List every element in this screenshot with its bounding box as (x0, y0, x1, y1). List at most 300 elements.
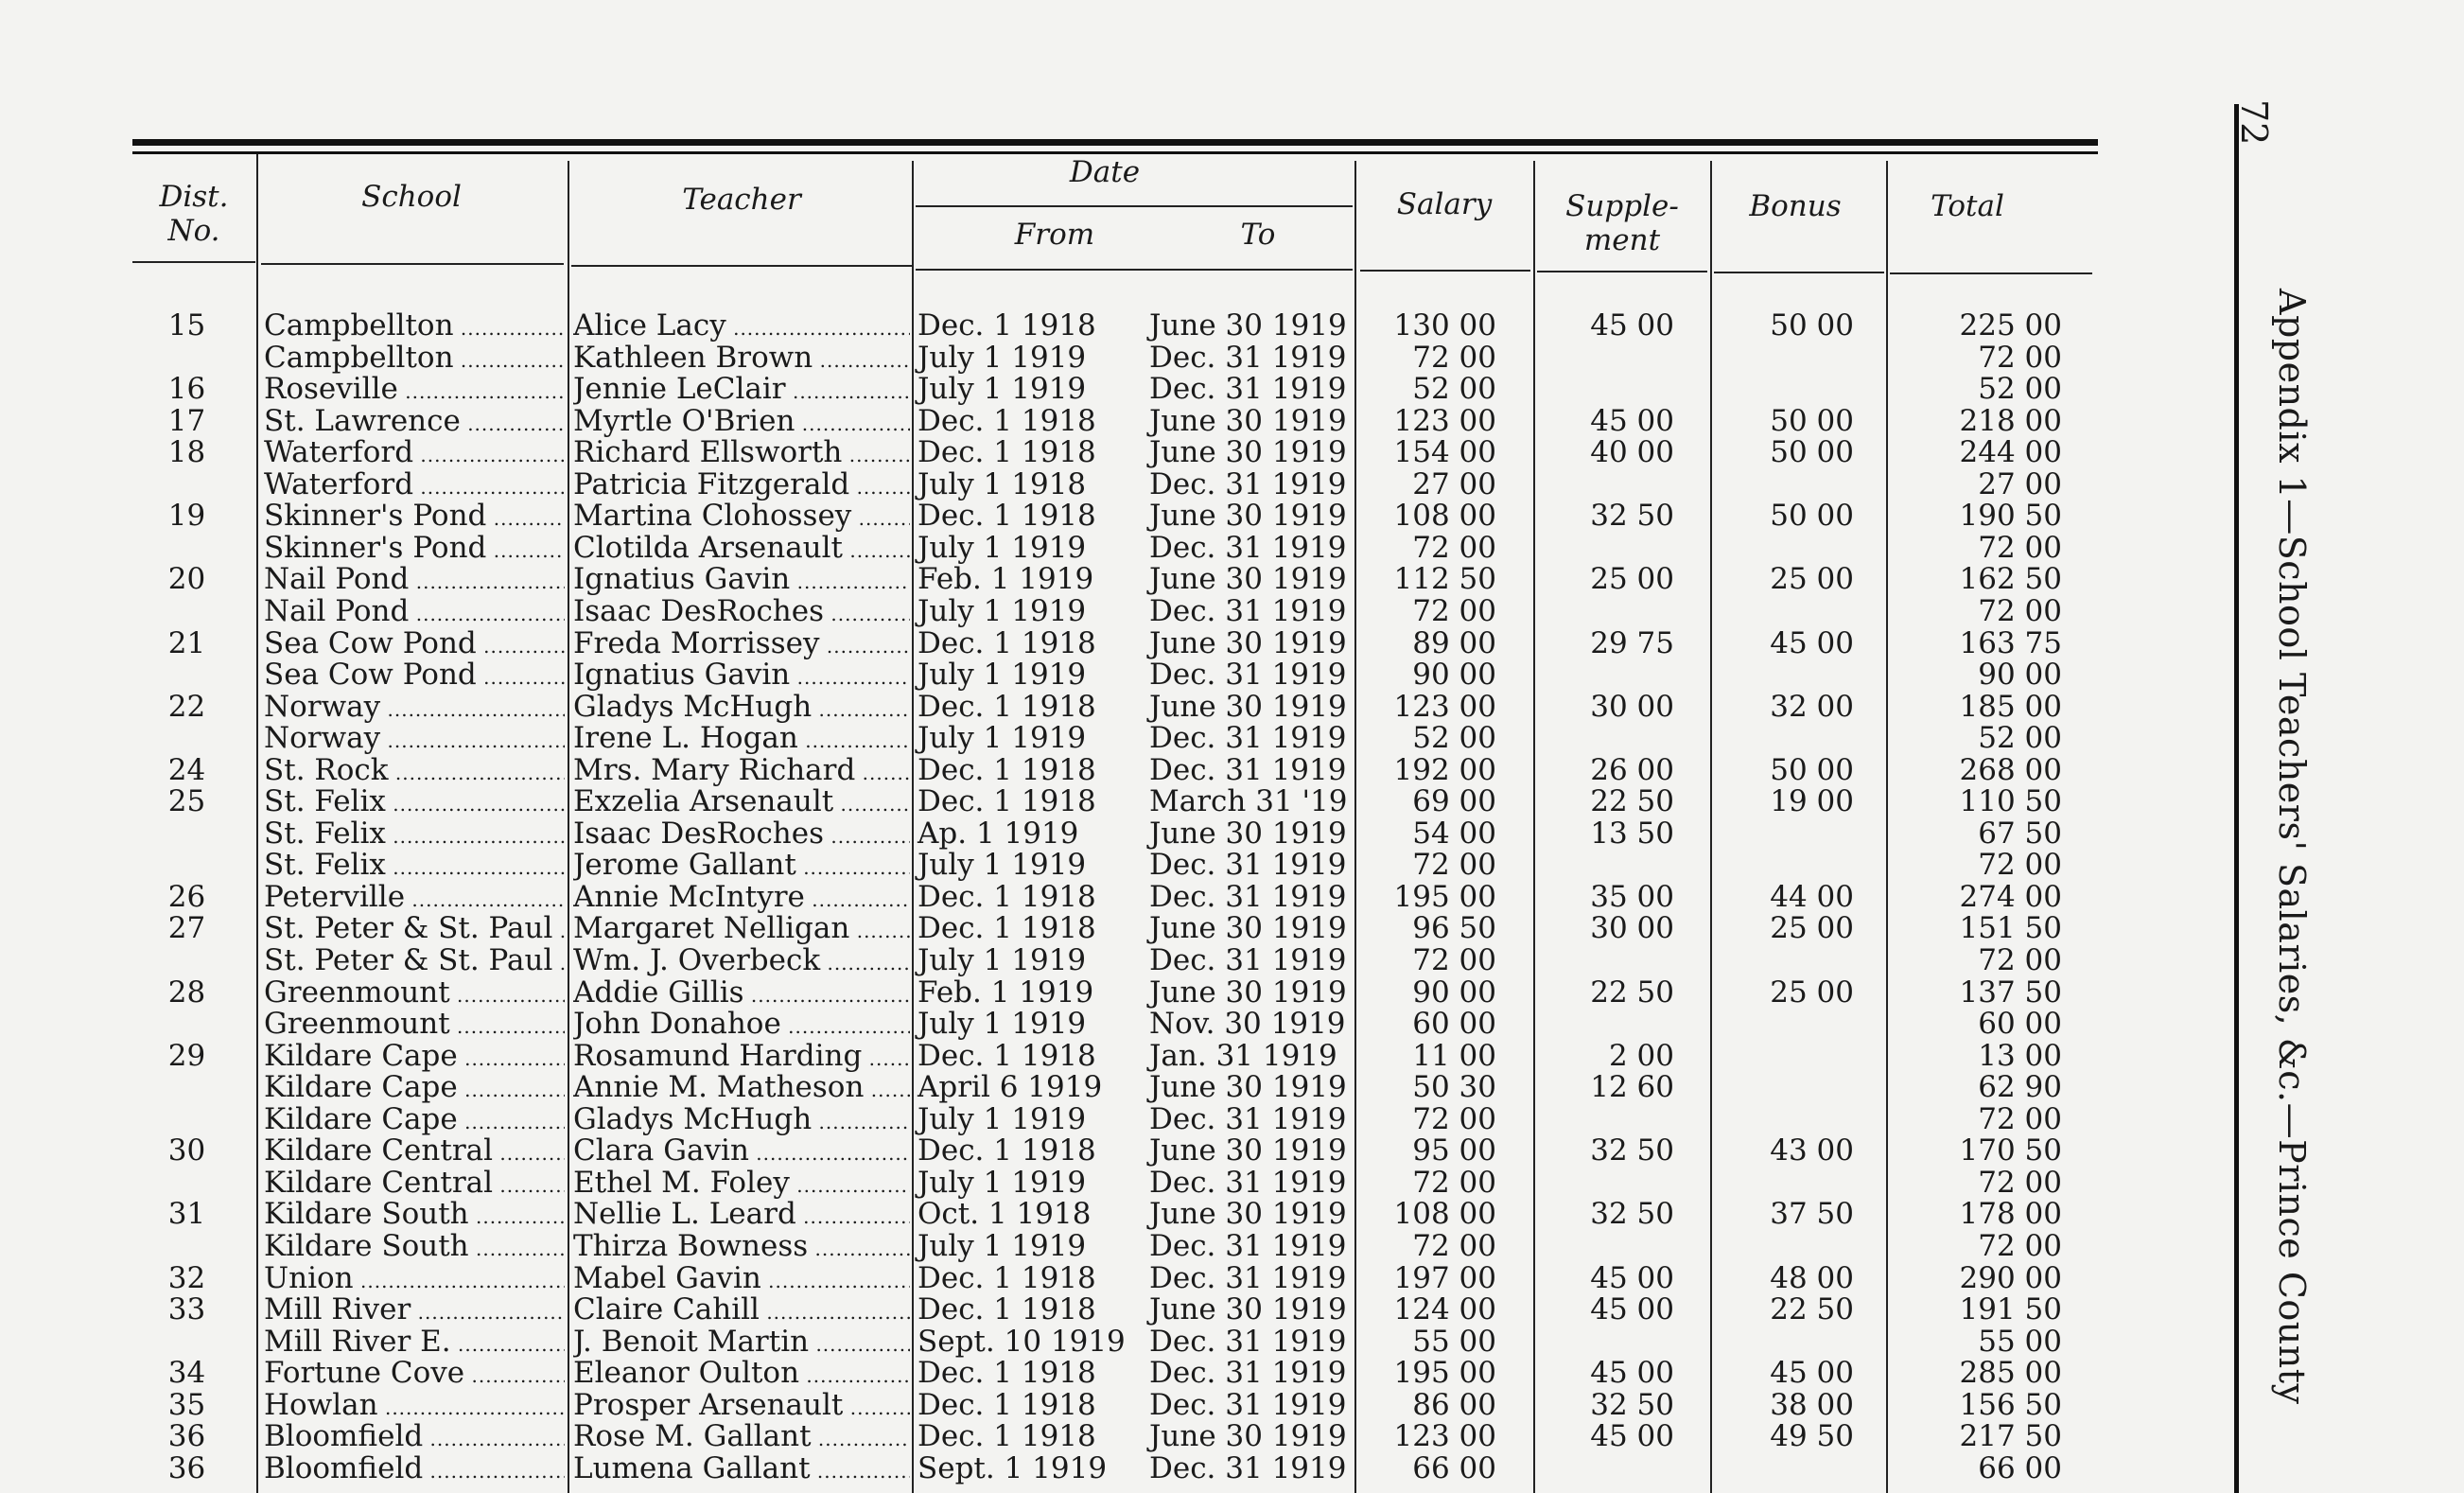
teacher-cell (573, 309, 910, 344)
bonus-cell: 43 00 (1770, 1133, 1854, 1168)
salary-cell: 54 00 (1412, 816, 1496, 851)
teacher-value: Isaac DesRoches ..... (573, 595, 910, 628)
header-from: From (1014, 218, 1095, 252)
dist-cell: 30 (167, 1133, 206, 1168)
from-cell: July 1 1919 (917, 1228, 1087, 1263)
school-value: Kildare Cape ..... (264, 1071, 565, 1104)
to-cell: March 31 '19 (1149, 784, 1348, 819)
from-cell: Feb. 1 1919 (917, 562, 1094, 597)
salary-cell: 112 50 (1393, 562, 1496, 597)
school-cell (264, 1452, 565, 1487)
total-cell: 170 50 (1959, 1133, 2062, 1168)
total-cell: 72 00 (1978, 1165, 2062, 1200)
school-cell (264, 595, 565, 630)
from-cell: July 1 1918 (917, 466, 1087, 501)
header-bottom-rule-5 (1360, 270, 1530, 272)
supp-cell: 2 00 (1608, 1038, 1674, 1073)
school-cell (264, 563, 565, 598)
school-value: Skinner's Pond ..... (264, 532, 565, 565)
dist-cell: 33 (167, 1292, 206, 1327)
total-cell: 90 00 (1978, 658, 2062, 693)
salary-cell: 195 00 (1393, 879, 1496, 914)
to-cell: Dec. 31 1919 (1149, 466, 1347, 501)
supp-cell: 45 00 (1590, 1260, 1674, 1295)
salary-cell: 72 00 (1412, 943, 1496, 977)
school-value: Howlan ..... (264, 1389, 565, 1422)
teacher-cell (573, 1071, 910, 1106)
supp-cell: 32 50 (1590, 1387, 1674, 1422)
teacher-cell (573, 785, 910, 820)
bonus-cell: 32 00 (1770, 689, 1854, 724)
school-cell (264, 1008, 565, 1043)
top-rule-thin (132, 151, 2098, 154)
teacher-cell (573, 1134, 910, 1169)
school-value: Roseville ..... (264, 373, 565, 406)
table-row (0, 881, 2109, 913)
salary-cell: 52 00 (1412, 372, 1496, 407)
teacher-value: Gladys McHugh ..... (573, 691, 910, 724)
salary-cell: 154 00 (1393, 435, 1496, 470)
total-cell: 290 00 (1959, 1260, 2062, 1295)
table-row (0, 436, 2109, 468)
teacher-cell (573, 436, 910, 471)
from-cell: Dec. 1 1918 (917, 403, 1096, 438)
salary-cell: 72 00 (1412, 1165, 1496, 1200)
supp-cell: 45 00 (1590, 1419, 1674, 1454)
supp-cell: 45 00 (1590, 1356, 1674, 1391)
to-cell: June 30 1919 (1149, 1419, 1347, 1454)
side-rule (2234, 104, 2239, 1493)
header-bottom-rule-2 (261, 263, 564, 265)
teacher-value: Irene L. Hogan ..... (573, 722, 910, 755)
header-bonus: Bonus (1749, 189, 1842, 223)
teacher-value: Clotilda Arsenault ..... (573, 532, 910, 565)
dist-cell: 16 (167, 372, 206, 407)
total-cell: 27 00 (1978, 466, 2062, 501)
teacher-cell (573, 912, 910, 947)
teacher-value: Addie Gillis ..... (573, 976, 910, 1010)
header-teacher: Teacher (682, 183, 801, 217)
school-cell (264, 1103, 565, 1138)
salary-cell: 11 00 (1412, 1038, 1496, 1073)
salary-cell: 95 00 (1412, 1133, 1496, 1168)
teacher-cell (573, 1008, 910, 1043)
bonus-cell: 50 00 (1770, 499, 1854, 534)
school-cell (264, 722, 565, 757)
school-cell (264, 1198, 565, 1233)
school-value: Nail Pond ..... (264, 563, 565, 596)
school-cell (264, 944, 565, 979)
school-value: St. Felix ..... (264, 785, 565, 818)
teacher-value: Isaac DesRoches ..... (573, 817, 910, 851)
salary-cell: 52 00 (1412, 721, 1496, 756)
from-cell: Dec. 1 1918 (917, 1356, 1096, 1391)
to-cell: June 30 1919 (1149, 499, 1347, 534)
header-bottom-rule-3 (571, 265, 912, 267)
teacher-value: Freda Morrissey ..... (573, 627, 910, 660)
header-salary: Salary (1396, 187, 1493, 221)
total-cell: 156 50 (1959, 1387, 2062, 1422)
dist-cell: 22 (167, 689, 206, 724)
total-cell: 72 00 (1978, 530, 2062, 565)
bonus-cell: 48 00 (1770, 1260, 1854, 1295)
supp-cell: 45 00 (1590, 1292, 1674, 1327)
header-date: Date (1069, 155, 1141, 189)
supp-cell: 32 50 (1590, 1197, 1674, 1232)
total-cell: 285 00 (1959, 1356, 2062, 1391)
to-cell: Dec. 31 1919 (1149, 721, 1347, 756)
total-cell: 13 00 (1978, 1038, 2062, 1073)
teacher-value: Wm. J. Overbeck ..... (573, 944, 910, 977)
supp-cell: 12 60 (1590, 1070, 1674, 1105)
to-cell: June 30 1919 (1149, 911, 1347, 946)
school-value: Sea Cow Pond ..... (264, 627, 565, 660)
header-supplement (1537, 189, 1707, 257)
teacher-value: Mabel Gavin ..... (573, 1262, 910, 1295)
header-school: School (361, 180, 462, 214)
salary-cell: 72 00 (1412, 593, 1496, 628)
from-cell: Sept. 1 1919 (917, 1450, 1108, 1485)
school-value: Kildare Central ..... (264, 1134, 565, 1168)
school-cell (264, 817, 565, 852)
total-cell: 110 50 (1959, 784, 2062, 819)
teacher-cell (573, 1326, 910, 1361)
school-cell (264, 309, 565, 344)
school-cell (264, 691, 565, 726)
school-value: St. Peter & St. Paul ..... (264, 944, 565, 977)
from-cell: Dec. 1 1918 (917, 1260, 1096, 1295)
teacher-cell (573, 1230, 910, 1265)
header-supp-line1: Supple- (1565, 189, 1679, 223)
bonus-cell: 50 00 (1770, 308, 1854, 343)
total-cell: 72 00 (1978, 1228, 2062, 1263)
salary-cell: 90 00 (1412, 658, 1496, 693)
total-cell: 60 00 (1978, 1007, 2062, 1042)
teacher-value: Gladys McHugh ..... (573, 1103, 910, 1136)
school-value: Greenmount ..... (264, 1008, 565, 1041)
salary-cell: 60 00 (1412, 1007, 1496, 1042)
school-value: Fortune Cove ..... (264, 1357, 565, 1390)
header-dist-line2: No. (167, 214, 220, 248)
table-row (0, 1357, 2109, 1389)
teacher-cell (573, 691, 910, 726)
total-cell: 217 50 (1959, 1419, 2062, 1454)
from-cell: July 1 1919 (917, 721, 1087, 756)
salary-cell: 69 00 (1412, 784, 1496, 819)
table-row (0, 1198, 2109, 1230)
school-cell (264, 436, 565, 471)
to-cell: Dec. 31 1919 (1149, 658, 1347, 693)
to-cell: Dec. 31 1919 (1149, 1260, 1347, 1295)
teacher-cell (573, 659, 910, 694)
teacher-value: Alice Lacy ..... (573, 309, 910, 343)
school-value: Greenmount ..... (264, 976, 565, 1010)
from-cell: July 1 1919 (917, 943, 1087, 977)
total-cell: 274 00 (1959, 879, 2062, 914)
table-row (0, 532, 2109, 564)
school-cell (264, 627, 565, 662)
teacher-value: Lumena Gallant ..... (573, 1452, 910, 1485)
total-cell: 55 00 (1978, 1324, 2062, 1359)
teacher-cell (573, 1040, 910, 1075)
to-cell: Dec. 31 1919 (1149, 1324, 1347, 1359)
school-value: Kildare South ..... (264, 1198, 565, 1231)
table-row (0, 1040, 2109, 1072)
teacher-value: Annie McIntyre ..... (573, 881, 910, 914)
bonus-cell: 25 00 (1770, 975, 1854, 1010)
total-cell: 162 50 (1959, 562, 2062, 597)
bonus-cell: 25 00 (1770, 562, 1854, 597)
teacher-value: Thirza Bowness ..... (573, 1230, 910, 1263)
teacher-cell (573, 373, 910, 408)
dist-cell: 35 (167, 1387, 206, 1422)
to-cell: Nov. 30 1919 (1149, 1007, 1346, 1042)
date-subheader-rule (916, 205, 1353, 207)
from-cell: Dec. 1 1918 (917, 752, 1096, 787)
salary-cell: 66 00 (1412, 1450, 1496, 1485)
school-value: Mill River ..... (264, 1293, 565, 1326)
supp-cell: 40 00 (1590, 435, 1674, 470)
school-value: St. Rock ..... (264, 754, 565, 787)
bonus-cell: 50 00 (1770, 752, 1854, 787)
school-cell (264, 1293, 565, 1328)
total-cell: 52 00 (1978, 721, 2062, 756)
to-cell: June 30 1919 (1149, 1133, 1347, 1168)
from-cell: July 1 1919 (917, 1165, 1087, 1200)
salary-cell: 192 00 (1393, 752, 1496, 787)
from-cell: Dec. 1 1918 (917, 499, 1096, 534)
to-cell: June 30 1919 (1149, 403, 1347, 438)
from-cell: Dec. 1 1918 (917, 784, 1096, 819)
from-cell: July 1 1919 (917, 593, 1087, 628)
teacher-cell (573, 1103, 910, 1138)
dist-cell: 19 (167, 499, 206, 534)
table-row (0, 1230, 2109, 1262)
to-cell: June 30 1919 (1149, 689, 1347, 724)
school-value: Bloomfield ..... (264, 1452, 565, 1485)
teacher-value: Ignatius Gavin ..... (573, 563, 910, 596)
from-cell: Dec. 1 1918 (917, 911, 1096, 946)
school-cell (264, 1326, 565, 1361)
total-cell: 151 50 (1959, 911, 2062, 946)
school-value: Nail Pond ..... (264, 595, 565, 628)
school-value: Norway ..... (264, 722, 565, 755)
school-cell (264, 373, 565, 408)
dist-cell: 36 (167, 1450, 206, 1485)
running-head: Appendix 1—School Teachers' Salaries, &c.—Prince County (2271, 289, 2313, 1405)
bonus-cell: 19 00 (1770, 784, 1854, 819)
from-cell: Dec. 1 1918 (917, 1133, 1096, 1168)
table-row (0, 944, 2109, 976)
teacher-cell (573, 342, 910, 377)
salary-cell: 72 00 (1412, 848, 1496, 883)
from-cell: July 1 1919 (917, 372, 1087, 407)
teacher-cell (573, 1389, 910, 1424)
school-value: Skinner's Pond ..... (264, 500, 565, 533)
total-cell: 72 00 (1978, 848, 2062, 883)
table-row (0, 595, 2109, 627)
teacher-cell (573, 1167, 910, 1202)
salary-cell: 130 00 (1393, 308, 1496, 343)
school-cell (264, 1040, 565, 1075)
teacher-cell (573, 500, 910, 535)
bonus-cell: 44 00 (1770, 879, 1854, 914)
from-cell: April 6 1919 (917, 1070, 1103, 1105)
school-cell (264, 754, 565, 789)
total-cell: 268 00 (1959, 752, 2062, 787)
school-value: Sea Cow Pond ..... (264, 659, 565, 692)
bonus-cell: 22 50 (1770, 1292, 1854, 1327)
school-value: Kildare Central ..... (264, 1167, 565, 1200)
table-row (0, 342, 2109, 374)
school-value: Campbellton ..... (264, 342, 565, 375)
total-cell: 62 90 (1978, 1070, 2062, 1105)
dist-cell: 32 (167, 1260, 206, 1295)
header-dist-line1: Dist. (159, 180, 229, 214)
dist-cell: 25 (167, 784, 206, 819)
teacher-value: Kathleen Brown ..... (573, 342, 910, 375)
teacher-value: Rosamund Harding ..... (573, 1040, 910, 1073)
dist-cell: 29 (167, 1038, 206, 1073)
salary-cell: 90 00 (1412, 975, 1496, 1010)
school-cell (264, 500, 565, 535)
teacher-cell (573, 1357, 910, 1392)
dist-cell: 26 (167, 879, 206, 914)
supp-cell: 22 50 (1590, 784, 1674, 819)
salary-cell: 86 00 (1412, 1387, 1496, 1422)
teacher-cell (573, 532, 910, 567)
teacher-value: John Donahoe ..... (573, 1008, 910, 1041)
school-cell (264, 1230, 565, 1265)
total-cell: 178 00 (1959, 1197, 2062, 1232)
total-cell: 244 00 (1959, 435, 2062, 470)
table-row (0, 373, 2109, 405)
table-row (0, 627, 2109, 659)
bonus-cell: 25 00 (1770, 911, 1854, 946)
supp-cell: 32 50 (1590, 499, 1674, 534)
bonus-cell: 37 50 (1770, 1197, 1854, 1232)
salary-cell: 27 00 (1412, 466, 1496, 501)
from-cell: July 1 1919 (917, 530, 1087, 565)
teacher-value: Martina Clohossey ..... (573, 500, 910, 533)
salary-cell: 72 00 (1412, 1228, 1496, 1263)
school-cell (264, 881, 565, 916)
to-cell: Jan. 31 1919 (1149, 1038, 1337, 1073)
bonus-cell: 50 00 (1770, 435, 1854, 470)
teacher-cell (573, 563, 910, 598)
teacher-value: Eleanor Oulton ..... (573, 1357, 910, 1390)
dist-cell: 28 (167, 975, 206, 1010)
teacher-cell (573, 405, 910, 440)
table-row (0, 691, 2109, 723)
table-row (0, 785, 2109, 817)
table-row (0, 1326, 2109, 1358)
teacher-cell (573, 754, 910, 789)
school-value: Kildare Cape ..... (264, 1103, 565, 1136)
to-cell: June 30 1919 (1149, 1197, 1347, 1232)
bonus-cell: 38 00 (1770, 1387, 1854, 1422)
teacher-value: Claire Cahill ..... (573, 1293, 910, 1326)
from-cell: Dec. 1 1918 (917, 308, 1096, 343)
teacher-value: Jennie LeClair ..... (573, 373, 910, 406)
table-row (0, 1389, 2109, 1421)
to-cell: June 30 1919 (1149, 1070, 1347, 1105)
total-cell: 66 00 (1978, 1450, 2062, 1485)
teacher-value: Margaret Nelligan ..... (573, 912, 910, 945)
supp-cell: 30 00 (1590, 689, 1674, 724)
teacher-value: Prosper Arsenault ..... (573, 1389, 910, 1422)
school-value: St. Felix ..... (264, 817, 565, 851)
salary-cell: 197 00 (1393, 1260, 1496, 1295)
salary-cell: 72 00 (1412, 530, 1496, 565)
to-cell: Dec. 31 1919 (1149, 752, 1347, 787)
salary-cell: 72 00 (1412, 340, 1496, 375)
bonus-cell: 50 00 (1770, 403, 1854, 438)
bonus-cell: 49 50 (1770, 1419, 1854, 1454)
teacher-cell (573, 817, 910, 852)
teacher-cell (573, 595, 910, 630)
from-cell: Dec. 1 1918 (917, 1292, 1096, 1327)
header-bottom-rule-4 (916, 269, 1353, 271)
to-cell: Dec. 31 1919 (1149, 1450, 1347, 1485)
salary-cell: 108 00 (1393, 499, 1496, 534)
salary-cell: 124 00 (1393, 1292, 1496, 1327)
to-cell: Dec. 31 1919 (1149, 593, 1347, 628)
from-cell: Feb. 1 1919 (917, 975, 1094, 1010)
school-value: Union ..... (264, 1262, 565, 1295)
table-row (0, 468, 2109, 501)
table-row (0, 659, 2109, 691)
to-cell: June 30 1919 (1149, 308, 1347, 343)
school-value: Norway ..... (264, 691, 565, 724)
to-cell: Dec. 31 1919 (1149, 848, 1347, 883)
total-cell: 72 00 (1978, 943, 2062, 977)
school-cell (264, 405, 565, 440)
teacher-cell (573, 722, 910, 757)
salary-cell: 123 00 (1393, 689, 1496, 724)
total-cell: 163 75 (1959, 625, 2062, 660)
salary-cell: 55 00 (1412, 1324, 1496, 1359)
table-row (0, 1134, 2109, 1167)
from-cell: Dec. 1 1918 (917, 435, 1096, 470)
dist-cell: 18 (167, 435, 206, 470)
dist-cell: 34 (167, 1356, 206, 1391)
teacher-cell (573, 881, 910, 916)
to-cell: Dec. 31 1919 (1149, 372, 1347, 407)
bonus-cell: 45 00 (1770, 1356, 1854, 1391)
teacher-value: Myrtle O'Brien ..... (573, 405, 910, 438)
table-row (0, 722, 2109, 754)
supp-cell: 30 00 (1590, 911, 1674, 946)
table-row (0, 976, 2109, 1009)
school-cell (264, 849, 565, 884)
salary-cell: 195 00 (1393, 1356, 1496, 1391)
total-cell: 218 00 (1959, 403, 2062, 438)
teacher-cell (573, 944, 910, 979)
table-row (0, 1008, 2109, 1040)
table-row (0, 1293, 2109, 1326)
table-row (0, 1103, 2109, 1135)
header-total: Total (1931, 189, 2004, 223)
school-cell (264, 976, 565, 1011)
total-cell: 185 00 (1959, 689, 2062, 724)
school-value: St. Felix ..... (264, 849, 565, 882)
school-value: Kildare South ..... (264, 1230, 565, 1263)
teacher-cell (573, 1198, 910, 1233)
table-row (0, 500, 2109, 532)
bonus-cell: 45 00 (1770, 625, 1854, 660)
teacher-cell (573, 1452, 910, 1487)
